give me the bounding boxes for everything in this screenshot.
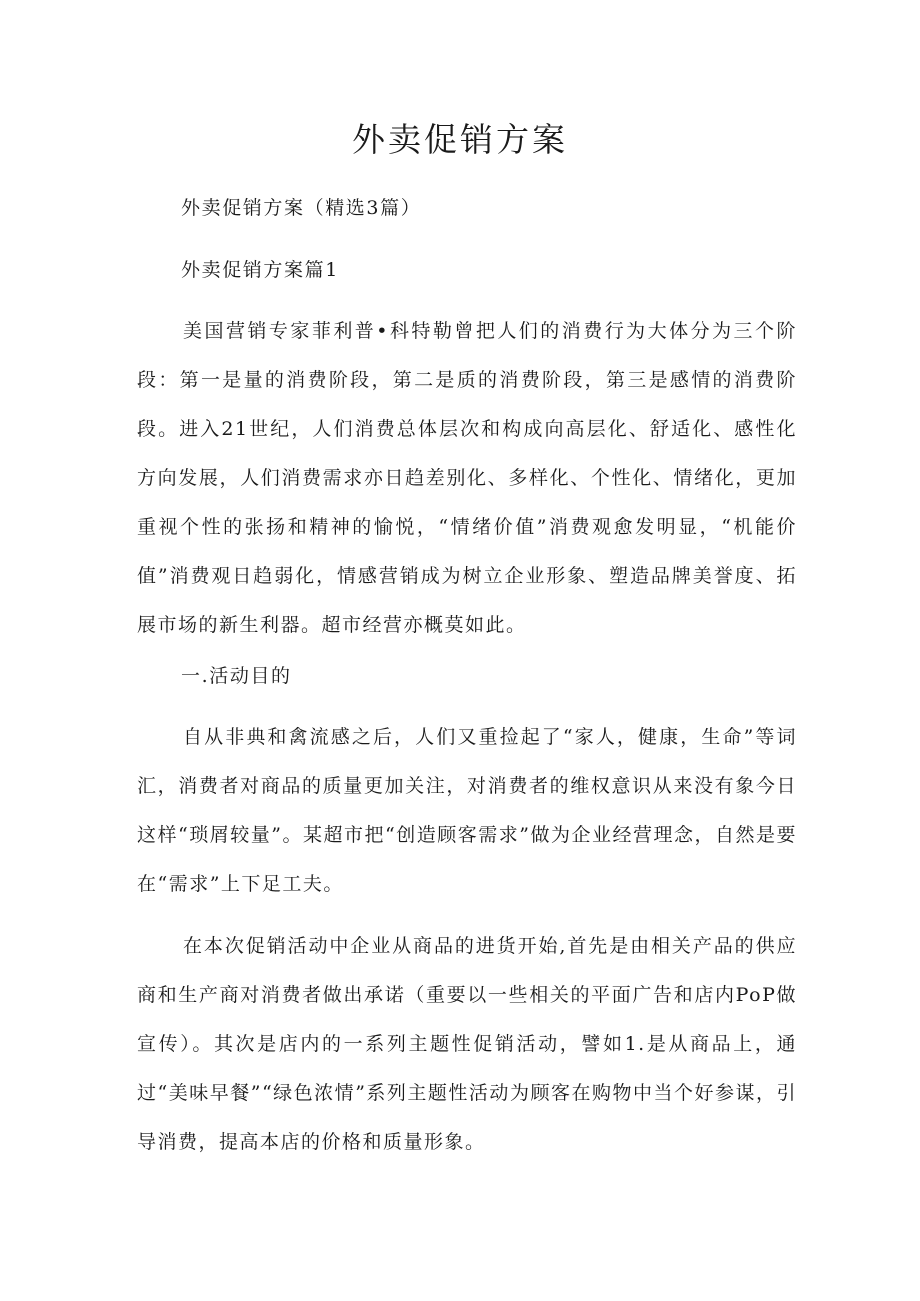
subheading-activity-purpose: 一.活动目的 bbox=[181, 665, 292, 687]
document-subtitle: 外卖促销方案（精选3篇） bbox=[181, 197, 422, 219]
paragraph-intro: 美国营销专家菲利普•科特勒曾把人们的消费行为大体分为三个阶段：第一是量的消费阶段，第二是质的消费阶段，第三是感情的消费阶段。进入21世纪，人们消费总体层次和构成向高层化、舒适化、感性化方向发展，人们消费需求亦日趋差别化、多样化、个性化、情绪化，更加重视个性的张扬和精神的愉悦，“情绪价值”消费观愈发明显，“机能价值”消费观日趋弱化，情感营销成为树立企业形象、塑造品牌美誉度、拓展市场的新生利器。超市经营亦概莫如此。 bbox=[137, 320, 797, 636]
section-heading: 外卖促销方案篇1 bbox=[181, 259, 339, 281]
paragraph-promotion: 在本次促销活动中企业从商品的进货开始,首先是由相关产品的供应商和生产商对消费者做出承诺（重要以一些相关的平面广告和店内PoP做宣传）。其次是店内的一系列主题性促销活动，譬如1.是从商品上，通过“美味早餐”“绿色浓情”系列主题性活动为顾客在购物中当个好参谋，引导消费，提高本店的价格和质量形象。 bbox=[137, 935, 797, 1153]
paragraph-purpose: 自从非典和禽流感之后，人们又重捡起了“家人，健康，生命”等词汇，消费者对商品的质量更加关注，对消费者的维权意识从来没有象今日这样“琐屑较量”。某超市把“创造顾客需求”做为企业经营理念，自然是要在“需求”上下足工夫。 bbox=[137, 726, 797, 895]
document-title: 外卖促销方案 bbox=[352, 120, 568, 159]
